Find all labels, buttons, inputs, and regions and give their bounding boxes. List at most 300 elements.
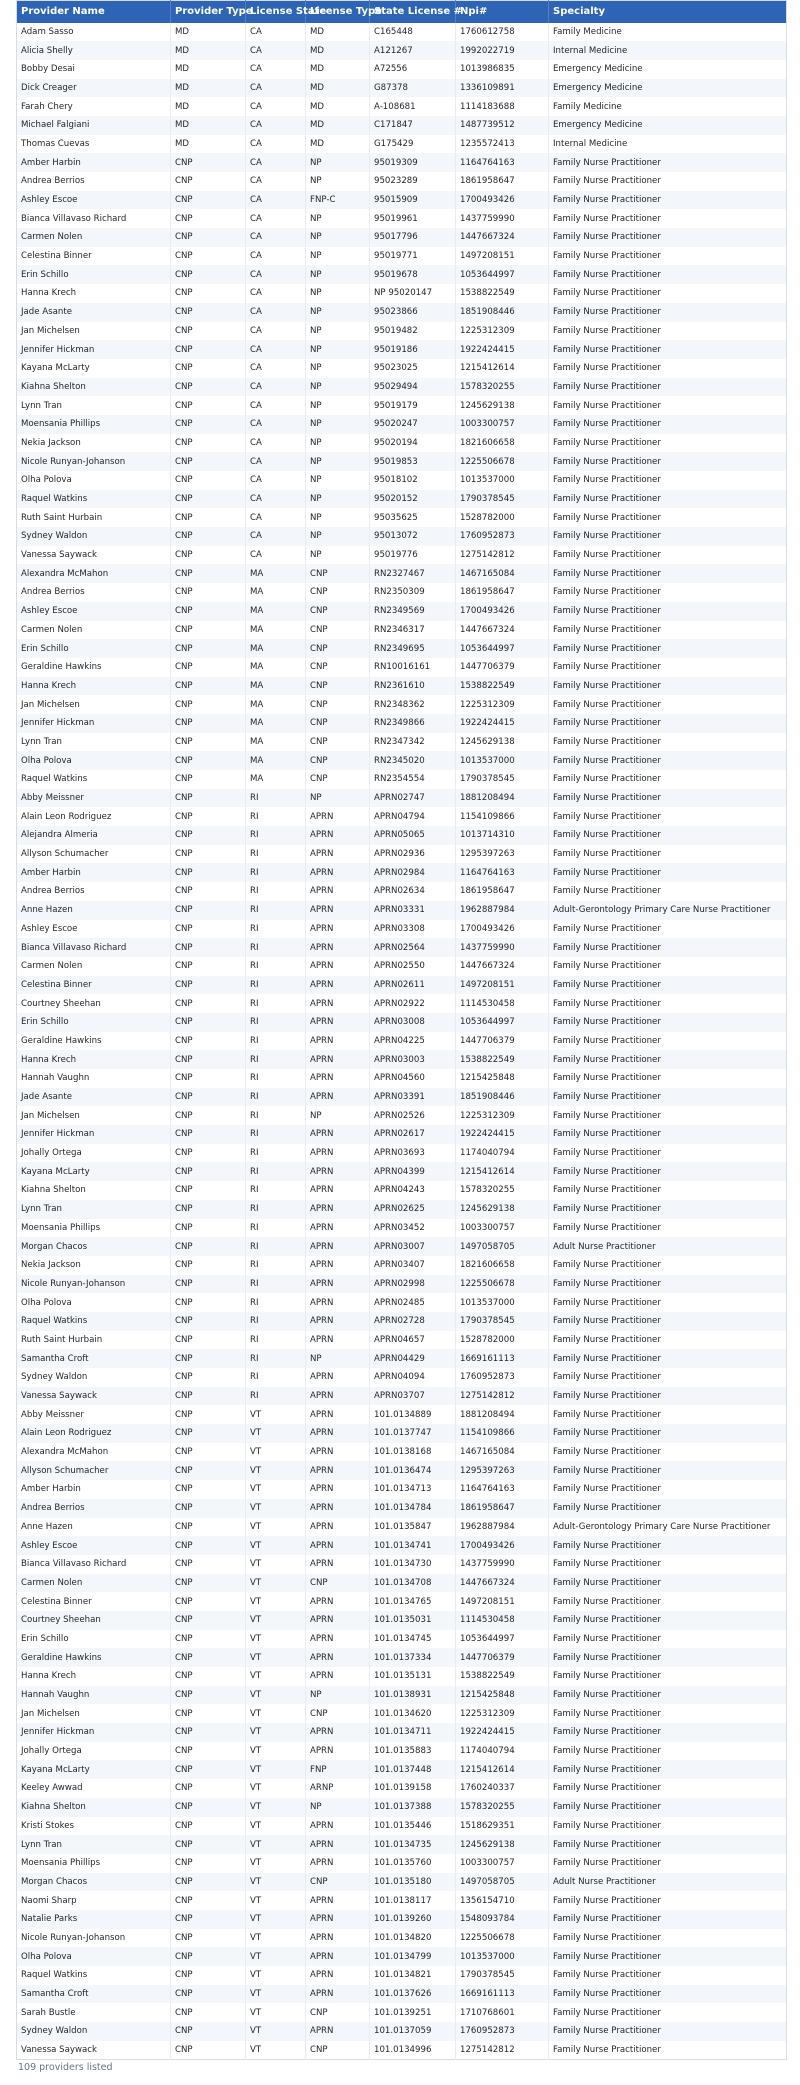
cell-provider-type: CNP	[171, 191, 246, 210]
cell-specialty: Family Nurse Practitioner	[553, 2044, 661, 2055]
cell-state-license-number: 101.0135131	[370, 1667, 456, 1686]
cell-license-type: APRN	[306, 2022, 370, 2041]
cell-npi-number: 1447706379	[456, 658, 549, 677]
cell-provider-type: MD	[171, 97, 246, 116]
cell-provider-type: CNP	[171, 733, 246, 752]
cell-license-state: VT	[246, 1574, 306, 1593]
cell-license-state: VT	[246, 1723, 306, 1742]
cell-license-state: RI	[246, 1293, 306, 1312]
table-row	[17, 1181, 787, 1200]
cell-specialty: Family Nurse Practitioner	[553, 1391, 661, 1402]
cell-state-license-number: 101.0134745	[370, 1630, 456, 1649]
cell-specialty: Family Nurse Practitioner	[553, 531, 661, 542]
table-row	[17, 23, 787, 42]
column-header-npi-number[interactable]: Npi#	[456, 1, 549, 23]
cell-npi-number: 1215412614	[456, 1760, 549, 1779]
cell-provider-type: CNP	[171, 863, 246, 882]
cell-npi-number: 1518629351	[456, 1817, 549, 1836]
table-row	[17, 602, 787, 621]
table-row	[17, 415, 787, 434]
cell-state-license-number: 101.0139158	[370, 1779, 456, 1798]
cell-provider-name: Carmen Nolen	[17, 957, 171, 976]
cell-provider-type: CNP	[171, 265, 246, 284]
cell-license-type: APRN	[306, 1125, 370, 1144]
column-header-state-license-number[interactable]: State License #	[370, 1, 456, 23]
cell-specialty: Family Nurse Practitioner	[553, 606, 661, 617]
cell-provider-name: Jade Asante	[17, 303, 171, 322]
cell-license-type: NP	[306, 247, 370, 266]
cell-npi-number: 1760952873	[456, 527, 549, 546]
cell-provider-name: Erin Schillo	[17, 639, 171, 658]
cell-specialty: Family Nurse Practitioner	[553, 793, 661, 804]
cell-specialty: Family Nurse Practitioner	[553, 1727, 661, 1738]
cell-license-state: VT	[246, 1817, 306, 1836]
cell-license-type: CNP	[306, 2003, 370, 2022]
cell-license-type: CNP	[306, 2041, 370, 2060]
cell-npi-number: 1447667324	[456, 1574, 549, 1593]
table-row	[17, 1985, 787, 2004]
table-row	[17, 546, 787, 565]
cell-provider-type: CNP	[171, 2003, 246, 2022]
cell-provider-type: CNP	[171, 322, 246, 341]
cell-specialty: Family Nurse Practitioner	[553, 195, 661, 206]
cell-npi-number: 1497208151	[456, 1592, 549, 1611]
cell-specialty: Family Nurse Practitioner	[553, 755, 661, 766]
cell-specialty: Family Nurse Practitioner	[553, 1484, 661, 1495]
cell-license-state: CA	[246, 508, 306, 527]
providers-table-container	[16, 0, 786, 2060]
cell-license-type: APRN	[306, 1331, 370, 1350]
cell-license-state: VT	[246, 1760, 306, 1779]
cell-provider-type: CNP	[171, 546, 246, 565]
table-row	[17, 882, 787, 901]
cell-provider-type: CNP	[171, 1947, 246, 1966]
cell-provider-name: Erin Schillo	[17, 265, 171, 284]
cell-provider-name: Kayana McLarty	[17, 1162, 171, 1181]
cell-specialty: Family Nurse Practitioner	[553, 1409, 661, 1420]
cell-provider-name: Carmen Nolen	[17, 228, 171, 247]
cell-provider-name: Michael Falgiani	[17, 116, 171, 135]
cell-npi-number: 1992022719	[456, 41, 549, 60]
cell-state-license-number: G87378	[370, 79, 456, 98]
cell-license-state: VT	[246, 1873, 306, 1892]
cell-provider-name: Geraldine Hawkins	[17, 658, 171, 677]
cell-provider-type: CNP	[171, 957, 246, 976]
cell-npi-number: 1497058705	[456, 1873, 549, 1892]
cell-npi-number: 1922424415	[456, 1723, 549, 1742]
cell-license-type: APRN	[306, 994, 370, 1013]
cell-provider-name: Carmen Nolen	[17, 621, 171, 640]
cell-npi-number: 1760240337	[456, 1779, 549, 1798]
cell-provider-name: Samantha Croft	[17, 1985, 171, 2004]
cell-state-license-number: APRN03452	[370, 1219, 456, 1238]
table-row	[17, 639, 787, 658]
cell-provider-name: Jan Michelsen	[17, 1106, 171, 1125]
cell-npi-number: 1538822549	[456, 1667, 549, 1686]
cell-license-type: CNP	[306, 639, 370, 658]
cell-license-type: APRN	[306, 1835, 370, 1854]
cell-npi-number: 1003300757	[456, 1219, 549, 1238]
cell-provider-type: CNP	[171, 1592, 246, 1611]
cell-provider-name: Sydney Waldon	[17, 527, 171, 546]
cell-provider-type: MD	[171, 79, 246, 98]
cell-license-state: CA	[246, 23, 306, 42]
cell-specialty: Family Nurse Practitioner	[553, 381, 661, 392]
cell-provider-name: Anne Hazen	[17, 901, 171, 920]
cell-npi-number: 1356154710	[456, 1891, 549, 1910]
cell-npi-number: 1700493426	[456, 1536, 549, 1555]
cell-state-license-number: APRN04399	[370, 1162, 456, 1181]
cell-license-type: APRN	[306, 1499, 370, 1518]
cell-state-license-number: NP 95020147	[370, 284, 456, 303]
table-row	[17, 1648, 787, 1667]
cell-provider-type: CNP	[171, 359, 246, 378]
table-row	[17, 714, 787, 733]
cell-state-license-number: 101.0134735	[370, 1835, 456, 1854]
cell-license-type: APRN	[306, 807, 370, 826]
cell-specialty: Family Nurse Practitioner	[553, 1222, 661, 1233]
cell-state-license-number: APRN03693	[370, 1144, 456, 1163]
cell-license-state: CA	[246, 116, 306, 135]
cell-license-state: RI	[246, 1312, 306, 1331]
table-row	[17, 2003, 787, 2022]
cell-license-state: CA	[246, 322, 306, 341]
cell-license-state: RI	[246, 920, 306, 939]
cell-state-license-number: APRN04657	[370, 1331, 456, 1350]
cell-provider-type: CNP	[171, 1704, 246, 1723]
cell-npi-number: 1447706379	[456, 1032, 549, 1051]
cell-specialty: Family Nurse Practitioner	[553, 232, 661, 243]
cell-specialty: Family Nurse Practitioner	[553, 1839, 661, 1850]
cell-provider-type: CNP	[171, 882, 246, 901]
cell-npi-number: 1275142812	[456, 546, 549, 565]
cell-license-state: CA	[246, 434, 306, 453]
cell-provider-type: CNP	[171, 452, 246, 471]
cell-state-license-number: 101.0134711	[370, 1723, 456, 1742]
cell-specialty: Family Nurse Practitioner	[553, 1802, 661, 1813]
table-row	[17, 508, 787, 527]
cell-provider-type: CNP	[171, 1985, 246, 2004]
cell-license-type: NP	[306, 322, 370, 341]
cell-npi-number: 1497208151	[456, 247, 549, 266]
cell-provider-name: Kayana McLarty	[17, 359, 171, 378]
cell-specialty: Family Nurse Practitioner	[553, 1989, 661, 2000]
cell-specialty: Family Nurse Practitioner	[553, 494, 661, 505]
column-header-specialty[interactable]: Specialty	[553, 6, 605, 18]
cell-npi-number: 1225506678	[456, 1275, 549, 1294]
cell-provider-name: Vanessa Saywack	[17, 2041, 171, 2060]
cell-state-license-number: 95015909	[370, 191, 456, 210]
cell-provider-type: CNP	[171, 1349, 246, 1368]
cell-specialty: Family Nurse Practitioner	[553, 774, 661, 785]
cell-state-license-number: APRN02625	[370, 1200, 456, 1219]
cell-license-state: VT	[246, 1835, 306, 1854]
cell-state-license-number: APRN02922	[370, 994, 456, 1013]
cell-specialty: Family Nurse Practitioner	[553, 1895, 661, 1906]
cell-npi-number: 1215412614	[456, 1162, 549, 1181]
cell-state-license-number: 101.0138168	[370, 1443, 456, 1462]
cell-license-type: APRN	[306, 1144, 370, 1163]
cell-state-license-number: 95020152	[370, 490, 456, 509]
cell-license-state: CA	[246, 490, 306, 509]
cell-specialty: Family Nurse Practitioner	[553, 1970, 661, 1981]
cell-provider-type: CNP	[171, 1237, 246, 1256]
cell-provider-name: Lynn Tran	[17, 396, 171, 415]
cell-provider-type: MD	[171, 23, 246, 42]
cell-provider-name: Morgan Chacos	[17, 1237, 171, 1256]
cell-license-type: CNP	[306, 564, 370, 583]
cell-provider-name: Alain Leon Rodriguez	[17, 807, 171, 826]
cell-state-license-number: APRN05065	[370, 826, 456, 845]
column-header-license-state[interactable]: License State	[246, 1, 306, 23]
cell-provider-type: CNP	[171, 1293, 246, 1312]
cell-npi-number: 1467165084	[456, 564, 549, 583]
cell-specialty: Emergency Medicine	[553, 82, 643, 93]
cell-license-state: VT	[246, 1405, 306, 1424]
cell-license-type: MD	[306, 116, 370, 135]
cell-state-license-number: C165448	[370, 23, 456, 42]
cell-state-license-number: RN2354554	[370, 770, 456, 789]
cell-npi-number: 1851908446	[456, 303, 549, 322]
table-row	[17, 901, 787, 920]
cell-npi-number: 1497208151	[456, 976, 549, 995]
cell-provider-name: Erin Schillo	[17, 1013, 171, 1032]
cell-license-type: APRN	[306, 1050, 370, 1069]
cell-state-license-number: RN2327467	[370, 564, 456, 583]
table-row	[17, 378, 787, 397]
cell-npi-number: 1164764163	[456, 153, 549, 172]
table-row	[17, 2022, 787, 2041]
cell-provider-type: CNP	[171, 1424, 246, 1443]
cell-provider-type: CNP	[171, 340, 246, 359]
cell-provider-type: CNP	[171, 2022, 246, 2041]
cell-specialty: Family Nurse Practitioner	[553, 624, 661, 635]
cell-specialty: Adult Nurse Practitioner	[553, 1241, 656, 1252]
table-row	[17, 434, 787, 453]
cell-specialty: Family Nurse Practitioner	[553, 550, 661, 561]
cell-license-type: NP	[306, 265, 370, 284]
table-row	[17, 1518, 787, 1537]
cell-provider-name: Hanna Krech	[17, 677, 171, 696]
cell-specialty: Family Nurse Practitioner	[553, 437, 661, 448]
table-row	[17, 1275, 787, 1294]
cell-license-type: APRN	[306, 826, 370, 845]
cell-npi-number: 1922424415	[456, 714, 549, 733]
cell-state-license-number: APRN03007	[370, 1237, 456, 1256]
cell-license-state: VT	[246, 1704, 306, 1723]
cell-provider-name: Raquel Watkins	[17, 490, 171, 509]
cell-npi-number: 1013537000	[456, 1947, 549, 1966]
cell-provider-type: CNP	[171, 247, 246, 266]
table-row	[17, 265, 787, 284]
cell-specialty: Family Nurse Practitioner	[553, 643, 661, 654]
cell-state-license-number: 95018102	[370, 471, 456, 490]
cell-provider-name: Nicole Runyan-Johanson	[17, 1929, 171, 1948]
cell-npi-number: 1053644997	[456, 1013, 549, 1032]
cell-state-license-number: 101.0137388	[370, 1798, 456, 1817]
cell-provider-type: CNP	[171, 845, 246, 864]
cell-license-state: VT	[246, 1555, 306, 1574]
cell-state-license-number: APRN02936	[370, 845, 456, 864]
cell-npi-number: 1174040794	[456, 1742, 549, 1761]
cell-provider-name: Dick Creager	[17, 79, 171, 98]
cell-provider-type: CNP	[171, 920, 246, 939]
cell-specialty: Family Nurse Practitioner	[553, 363, 661, 374]
table-row	[17, 845, 787, 864]
cell-state-license-number: APRN02564	[370, 938, 456, 957]
cell-specialty: Family Nurse Practitioner	[553, 456, 661, 467]
cell-npi-number: 1922424415	[456, 340, 549, 359]
cell-license-state: RI	[246, 1088, 306, 1107]
cell-npi-number: 1790378545	[456, 490, 549, 509]
cell-license-type: APRN	[306, 1256, 370, 1275]
cell-license-type: CNP	[306, 1704, 370, 1723]
cell-specialty: Family Nurse Practitioner	[553, 923, 661, 934]
cell-specialty: Family Nurse Practitioner	[553, 1652, 661, 1663]
cell-license-state: VT	[246, 2022, 306, 2041]
cell-license-type: NP	[306, 1106, 370, 1125]
cell-provider-type: CNP	[171, 1536, 246, 1555]
cell-specialty: Emergency Medicine	[553, 64, 643, 75]
table-row	[17, 1779, 787, 1798]
cell-license-type: CNP	[306, 677, 370, 696]
table-row	[17, 191, 787, 210]
cell-provider-name: Lynn Tran	[17, 1200, 171, 1219]
cell-license-state: VT	[246, 1779, 306, 1798]
table-row	[17, 1667, 787, 1686]
cell-license-type: CNP	[306, 621, 370, 640]
cell-provider-type: CNP	[171, 209, 246, 228]
cell-state-license-number: APRN03331	[370, 901, 456, 920]
cell-provider-name: Nicole Runyan-Johanson	[17, 1275, 171, 1294]
cell-state-license-number: APRN04794	[370, 807, 456, 826]
cell-npi-number: 1003300757	[456, 1854, 549, 1873]
cell-specialty: Family Nurse Practitioner	[553, 1746, 661, 1757]
cell-license-state: RI	[246, 1050, 306, 1069]
cell-provider-name: Carmen Nolen	[17, 1574, 171, 1593]
cell-state-license-number: APRN03707	[370, 1387, 456, 1406]
cell-npi-number: 1225506678	[456, 1929, 549, 1948]
cell-state-license-number: 101.0135180	[370, 1873, 456, 1892]
cell-provider-type: CNP	[171, 1518, 246, 1537]
column-header-provider-name[interactable]: Provider Name	[17, 1, 171, 23]
cell-specialty: Family Nurse Practitioner	[553, 307, 661, 318]
cell-provider-type: CNP	[171, 303, 246, 322]
cell-provider-type: CNP	[171, 621, 246, 640]
cell-npi-number: 1215425848	[456, 1686, 549, 1705]
cell-provider-type: CNP	[171, 714, 246, 733]
cell-provider-name: Natalie Parks	[17, 1910, 171, 1929]
cell-license-type: APRN	[306, 1368, 370, 1387]
cell-npi-number: 1821606658	[456, 434, 549, 453]
cell-provider-type: CNP	[171, 1779, 246, 1798]
cell-provider-name: Alejandra Almeria	[17, 826, 171, 845]
cell-state-license-number: 95020194	[370, 434, 456, 453]
cell-license-type: CNP	[306, 658, 370, 677]
cell-provider-type: CNP	[171, 1555, 246, 1574]
cell-license-state: RI	[246, 1144, 306, 1163]
cell-npi-number: 1215412614	[456, 359, 549, 378]
cell-state-license-number: 101.0134821	[370, 1966, 456, 1985]
cell-provider-name: Kristi Stokes	[17, 1817, 171, 1836]
column-header-provider-type[interactable]: Provider Type	[171, 1, 246, 23]
cell-provider-name: Morgan Chacos	[17, 1873, 171, 1892]
cell-specialty: Family Nurse Practitioner	[553, 1204, 661, 1215]
cell-npi-number: 1215425848	[456, 1069, 549, 1088]
cell-provider-type: CNP	[171, 1891, 246, 1910]
table-row	[17, 1873, 787, 1892]
cell-specialty: Emergency Medicine	[553, 120, 643, 131]
cell-npi-number: 1225312309	[456, 695, 549, 714]
column-header-license-type[interactable]: License Type	[306, 1, 370, 23]
cell-npi-number: 1013537000	[456, 1293, 549, 1312]
cell-specialty: Family Nurse Practitioner	[553, 942, 661, 953]
cell-provider-type: CNP	[171, 695, 246, 714]
cell-license-type: NP	[306, 303, 370, 322]
table-row	[17, 452, 787, 471]
cell-license-state: VT	[246, 1985, 306, 2004]
cell-state-license-number: APRN03391	[370, 1088, 456, 1107]
cell-license-type: NP	[306, 153, 370, 172]
table-row	[17, 97, 787, 116]
cell-provider-type: CNP	[171, 1910, 246, 1929]
cell-provider-type: CNP	[171, 228, 246, 247]
cell-state-license-number: 101.0134996	[370, 2041, 456, 2060]
cell-provider-type: CNP	[171, 770, 246, 789]
cell-npi-number: 1275142812	[456, 2041, 549, 2060]
table-row	[17, 209, 787, 228]
cell-state-license-number: APRN04243	[370, 1181, 456, 1200]
cell-license-type: APRN	[306, 845, 370, 864]
cell-provider-type: CNP	[171, 583, 246, 602]
cell-license-type: CNP	[306, 695, 370, 714]
cell-license-type: CNP	[306, 602, 370, 621]
cell-npi-number: 1528782000	[456, 508, 549, 527]
cell-license-type: APRN	[306, 1200, 370, 1219]
cell-provider-type: MD	[171, 41, 246, 60]
cell-provider-name: Raquel Watkins	[17, 1966, 171, 1985]
cell-provider-name: Abby Meissner	[17, 789, 171, 808]
table-row	[17, 789, 787, 808]
table-row	[17, 1200, 787, 1219]
cell-specialty: Family Nurse Practitioner	[553, 1054, 661, 1065]
cell-provider-type: CNP	[171, 284, 246, 303]
cell-provider-name: Olha Polova	[17, 471, 171, 490]
cell-provider-name: Ashley Escoe	[17, 191, 171, 210]
cell-specialty: Family Nurse Practitioner	[553, 1353, 661, 1364]
cell-license-type: NP	[306, 471, 370, 490]
cell-license-type: APRN	[306, 1910, 370, 1929]
cell-provider-name: Hanna Krech	[17, 1050, 171, 1069]
cell-specialty: Family Nurse Practitioner	[553, 1465, 661, 1476]
cell-npi-number: 1437759990	[456, 938, 549, 957]
cell-license-type: APRN	[306, 1518, 370, 1537]
cell-provider-name: Anne Hazen	[17, 1518, 171, 1537]
cell-state-license-number: RN2345020	[370, 751, 456, 770]
cell-license-state: VT	[246, 1443, 306, 1462]
cell-provider-type: CNP	[171, 1499, 246, 1518]
cell-provider-name: Amber Harbin	[17, 863, 171, 882]
cell-state-license-number: APRN02526	[370, 1106, 456, 1125]
cell-specialty: Family Nurse Practitioner	[553, 1447, 661, 1458]
cell-state-license-number: 95023866	[370, 303, 456, 322]
cell-license-type: APRN	[306, 901, 370, 920]
cell-npi-number: 1053644997	[456, 639, 549, 658]
cell-state-license-number: 95029494	[370, 378, 456, 397]
cell-state-license-number: 101.0139251	[370, 2003, 456, 2022]
table-row	[17, 1947, 787, 1966]
cell-license-type: APRN	[306, 1032, 370, 1051]
